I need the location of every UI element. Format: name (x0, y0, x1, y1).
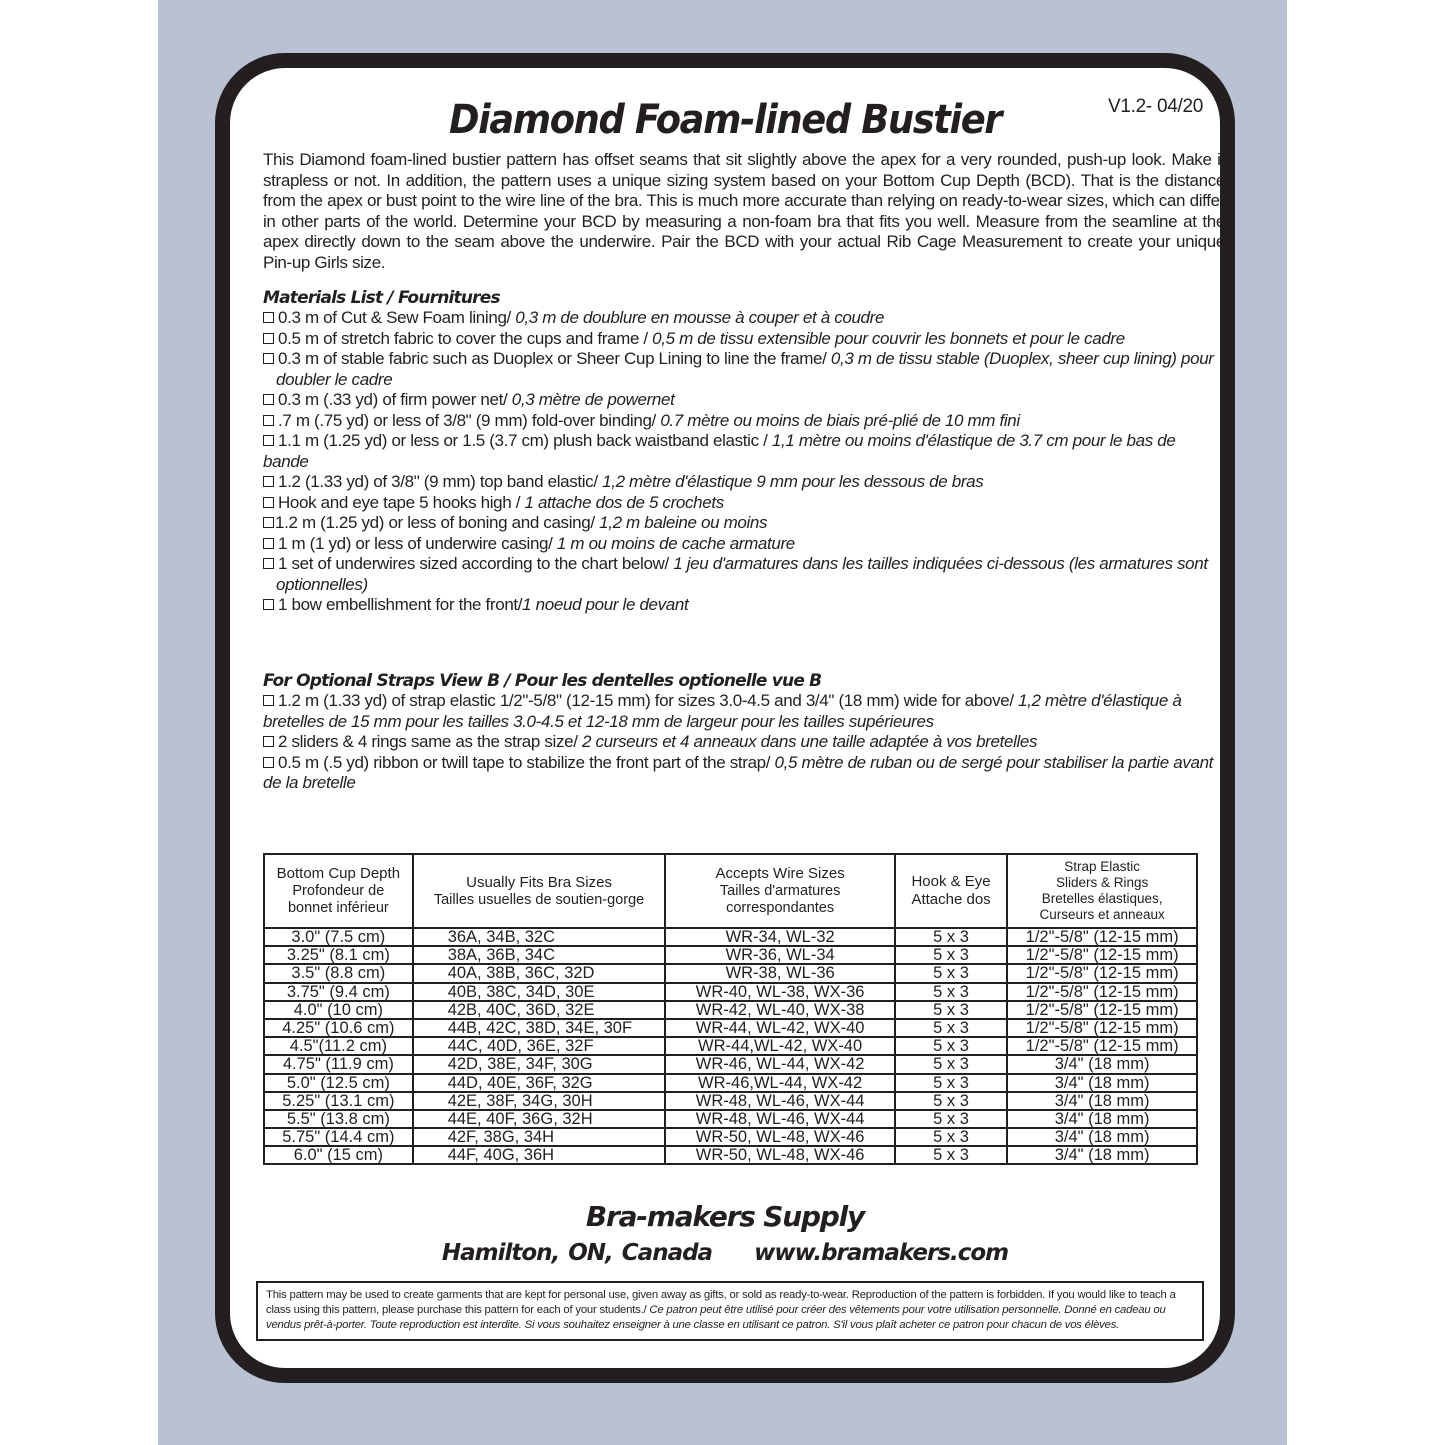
checkbox-icon (263, 517, 274, 528)
header-wire-sizes: Accepts Wire Sizes Tailles d'armatures correspondantes (665, 854, 894, 928)
checkbox-icon (263, 333, 274, 344)
header-bcd: Bottom Cup Depth Profondeur de bonnet inférieur (264, 854, 413, 928)
table-row: 5.5" (13.8 cm) 44E, 40F, 36G, 32H WR-48, WL-46, WX-44 5 x 3 3/4" (18 mm) (264, 1110, 1197, 1128)
table-row: 4.5"(11.2 cm) 44C, 40D, 36E, 32F WR-44,WL-42, WX-40 5 x 3 1/2"-5/8" (12-15 mm) (264, 1037, 1197, 1055)
checkbox-icon (263, 736, 274, 747)
checkbox-icon (263, 312, 274, 323)
checkbox-icon (263, 538, 274, 549)
checkbox-icon (263, 599, 274, 610)
checkbox-icon (263, 435, 274, 446)
intro-paragraph: This Diamond foam-lined bustier pattern has offset seams that sit slightly above the apex for a very rounded, push-up look. Make it strapless or not. In addition, the pattern uses a unique sizing system based on your Bottom Cup Depth (BCD). That is the distance from the apex or bust point to the wire line of the bra. This is much more accurate than relying on ready-to-wear sizes, which can differ in other parts of the world. Determine your BCD by measuring a non-foam bra that fits you well. Measure from the seamline at the apex directly down to the seam above the underwire. Pair the BCD with your actual Rib Cage Measurement to create your unique Pin-up Girls size. (263, 150, 1225, 272)
table-row: 3.5" (8.8 cm) 40A, 38B, 36C, 32D WR-38, WL-36 5 x 3 1/2"-5/8" (12-15 mm) (264, 964, 1197, 982)
material-item: 1.2 m (1.25 yd) or less of boning and casing/ 1,2 m baleine ou moins (263, 513, 1225, 534)
table-row: 5.25" (13.1 cm) 42E, 38F, 34G, 30H WR-48, WL-46, WX-44 5 x 3 3/4" (18 mm) (264, 1092, 1197, 1110)
checkbox-icon (263, 695, 274, 706)
materials-heading: Materials List / Fournitures (263, 288, 500, 308)
table-row: 3.0" (7.5 cm) 36A, 34B, 32C WR-34, WL-32 5 x 3 1/2"-5/8" (12-15 mm) (264, 928, 1197, 946)
header-hook-eye: Hook & Eye Attache dos (895, 854, 1007, 928)
checkbox-icon (263, 476, 274, 487)
material-item: 0.3 m of stable fabric such as Duoplex or Sheer Cup Lining to line the frame/ 0,3 m de tissu stable (Duoplex, sheer cup lining) pour doubler le cadre (263, 349, 1225, 390)
materials-section (263, 286, 1225, 616)
straps-heading: For Optional Straps View B / Pour les dentelles optionelle vue B (263, 671, 822, 691)
checkbox-icon (263, 394, 274, 405)
brand-website-link[interactable]: www.bramakers.com (754, 1240, 1009, 1266)
document-frame (215, 53, 1235, 1383)
header-strap-elastic: Strap Elastic Sliders & Rings Bretelles élastiques, Curseurs et anneaux (1007, 854, 1197, 928)
size-table-body (264, 928, 1197, 1164)
material-item: 1.1 m (1.25 yd) or less or 1.5 (3.7 cm) plush back waistband elastic / 1,1 mètre ou moins d'élastique de 3.7 cm pour le bas de bande (263, 431, 1176, 471)
checkbox-icon (263, 415, 274, 426)
strap-item: 1.2 m (1.33 yd) of strap elastic 1/2"-5/8" (12-15 mm) for sizes 3.0-4.5 and 3/4" (18 mm) wide for above/ 1,2 mètre d'élastique à bretelles de 15 mm pour les tailles 3.0-4.5 et 12-18 mm de largeur pour les tailles supérieures (263, 691, 1182, 731)
checkbox-icon (263, 353, 274, 364)
table-row: 5.0" (12.5 cm) 44D, 40E, 36F, 32G WR-46,WL-44, WX-42 5 x 3 3/4" (18 mm) (264, 1074, 1197, 1092)
size-chart-table (263, 853, 1198, 1165)
page-title: Diamond Foam-lined Bustier (448, 97, 1002, 143)
strap-item: 0.5 m (.5 yd) ribbon or twill tape to stabilize the front part of the strap/ 0,5 mètre de ruban ou de sergé pour stabiliser la partie avant de la bretelle (263, 752, 1214, 792)
strap-item: 2 sliders & 4 rings same as the strap size/ 2 curseurs et 4 anneaux dans une taille adaptée à vos bretelles (263, 732, 1225, 753)
material-item: 1 bow embellishment for the front/1 noeud pour le devant (263, 595, 1225, 616)
table-row: 5.75" (14.4 cm) 42F, 38G, 34H WR-50, WL-48, WX-46 5 x 3 3/4" (18 mm) (264, 1128, 1197, 1146)
material-item: 0.3 m of Cut & Sew Foam lining/ 0,3 m de doublure en mousse à couper et à coudre (263, 308, 1225, 329)
material-item: 1.2 (1.33 yd) of 3/8" (9 mm) top band elastic/ 1,2 mètre d'élastique 9 mm pour les dessous de bras (263, 472, 1225, 493)
material-item: .7 m (.75 yd) or less of 3/8" (9 mm) fold-over binding/ 0.7 mètre ou moins de biais pré-plié de 10 mm fini (263, 411, 1225, 432)
legal-notice: This pattern may be used to create garments that are kept for personal use, given away as gifts, or sold as ready-to-wear. Reproduction of the pattern is forbidden. If you would like to teach a class using this pattern, please purchase this pattern for each of your students./ Ce patron peut être utilisé pour créer des vêtements pour votre utilisation personnelle. Donné en cadeau ou vendus prêt-à-porter. Toute reproduction est interdite. Si vous souhaitez enseigner à une classe en utilisant ce patron. S'il vous plaît acheter ce patron pour chacun de vos élèves. (256, 1281, 1204, 1341)
material-item: 0.5 m of stretch fabric to cover the cups and frame / 0,5 m de tissu extensible pour couvrir les bonnets et pour le cadre (263, 329, 1225, 350)
straps-section (263, 669, 1225, 794)
table-row: 4.0" (10 cm) 42B, 40C, 36D, 32E WR-42, WL-40, WX-38 5 x 3 1/2"-5/8" (12-15 mm) (264, 1001, 1197, 1019)
table-row: 4.75" (11.9 cm) 42D, 38E, 34F, 30G WR-46, WL-44, WX-42 5 x 3 3/4" (18 mm) (264, 1055, 1197, 1073)
material-item: Hook and eye tape 5 hooks high / 1 attache dos de 5 crochets (263, 493, 1225, 514)
material-item: 1 set of underwires sized according to the chart below/ 1 jeu d'armatures dans les tailles indiquées ci-dessous (les armatures sont optionnelles) (263, 554, 1225, 595)
checkbox-icon (263, 757, 274, 768)
material-item: 0.3 m (.33 yd) of firm power net/ 0,3 mètre de powernet (263, 390, 1225, 411)
brand-name: Bra-makers Supply (585, 1200, 865, 1233)
checkbox-icon (263, 558, 274, 569)
table-row: 4.25" (10.6 cm) 44B, 42C, 38D, 34E, 30F WR-44, WL-42, WX-40 5 x 3 1/2"-5/8" (12-15 mm) (264, 1019, 1197, 1037)
table-header-row (264, 854, 1197, 928)
table-row: 3.25" (8.1 cm) 38A, 36B, 34C WR-36, WL-34 5 x 3 1/2"-5/8" (12-15 mm) (264, 946, 1197, 964)
brand-address (230, 1240, 1220, 1266)
checkbox-icon (263, 497, 274, 508)
header-bra-sizes: Usually Fits Bra Sizes Tailles usuelles de soutien-gorge (413, 854, 666, 928)
version-label: V1.2- 04/20 (1108, 96, 1203, 117)
brand-location: Hamilton, ON, Canada (441, 1240, 713, 1266)
table-row: 6.0" (15 cm) 44F, 40G, 36H WR-50, WL-48, WX-46 5 x 3 3/4" (18 mm) (264, 1146, 1197, 1164)
table-row: 3.75" (9.4 cm) 40B, 38C, 34D, 30E WR-40, WL-38, WX-36 5 x 3 1/2"-5/8" (12-15 mm) (264, 983, 1197, 1001)
material-item: 1 m (1 yd) or less of underwire casing/ 1 m ou moins de cache armature (263, 534, 1225, 555)
